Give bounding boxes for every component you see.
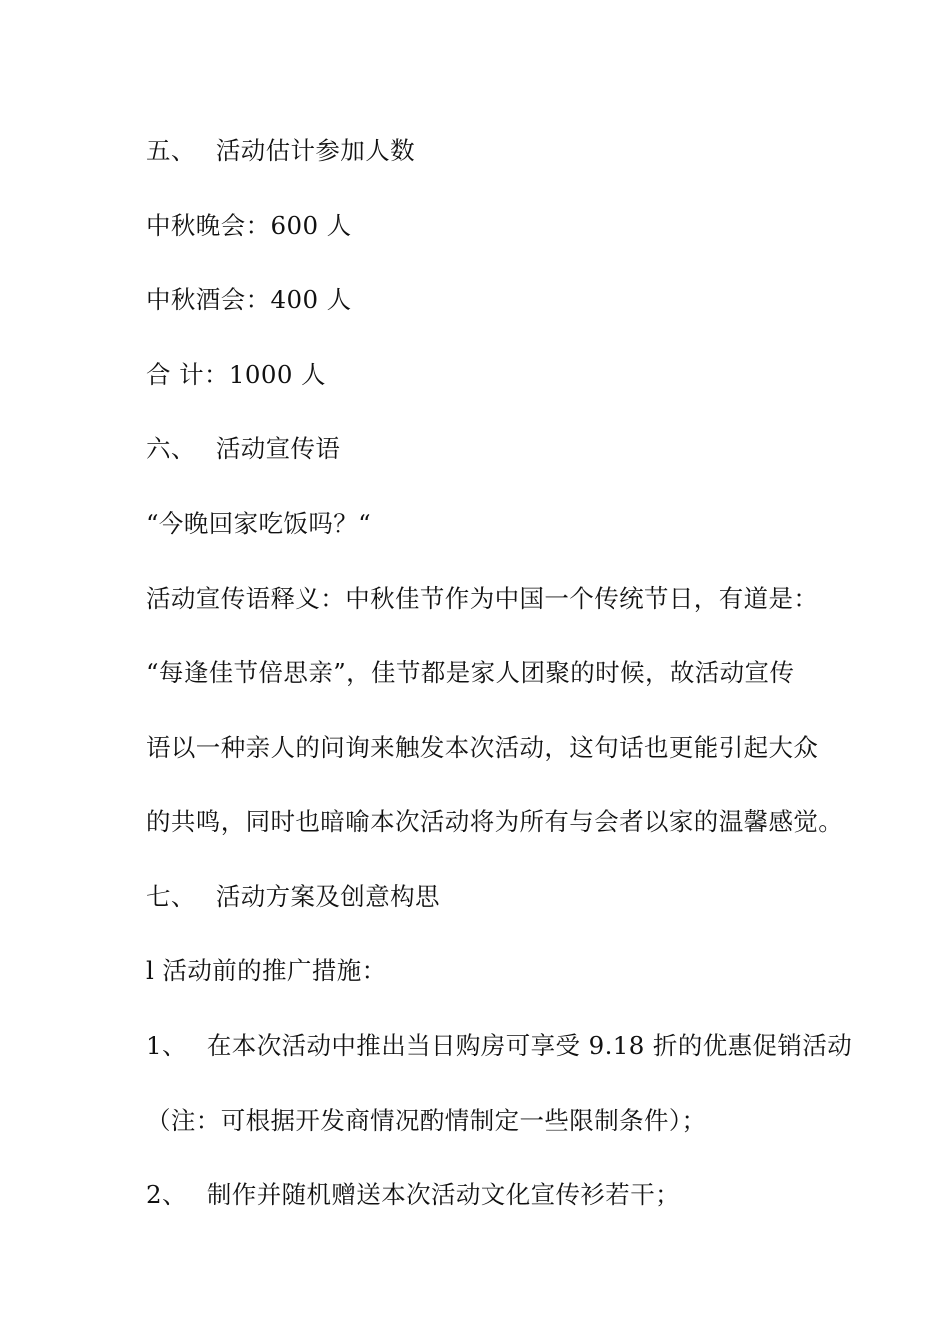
section-heading-5 [146, 136, 415, 166]
body-line: “每逢佳节倍思亲”，佳节都是家人团聚的时候，故活动宣传 [146, 658, 795, 687]
list-number: 1、 [146, 1031, 187, 1060]
section-number: 六、 [146, 434, 196, 463]
section-heading-6 [146, 434, 340, 464]
body-line: （注：可根据开发商情况酌情制定一些限制条件）； [146, 1106, 707, 1135]
list-item-2 [146, 1180, 680, 1210]
section-heading-7 [146, 882, 440, 912]
body-line: 中秋酒会：400 人 [146, 285, 352, 314]
list-item-1 [146, 1031, 852, 1061]
list-number: 2、 [146, 1180, 187, 1209]
body-line: 合 计：1000 人 [146, 360, 326, 389]
list-text: 在本次活动中推出当日购房可享受 9.18 折的优惠促销活动 [206, 1031, 853, 1060]
subheading-line: l 活动前的推广措施： [146, 956, 387, 985]
section-number: 七、 [146, 882, 196, 911]
body-line: 活动宣传语释义：中秋佳节作为中国一个传统节日，有道是： [146, 584, 819, 613]
section-title: 活动估计参加人数 [215, 136, 416, 165]
section-title: 活动宣传语 [215, 434, 341, 463]
body-line: 语以一种亲人的问询来触发本次活动，这句话也更能引起大众 [146, 733, 819, 762]
list-text: 制作并随机赠送本次活动文化宣传衫若干； [206, 1180, 680, 1209]
slogan-line: “今晚回家吃饭吗？“ [146, 509, 372, 538]
section-title: 活动方案及创意构思 [215, 882, 440, 911]
body-line: 的共鸣，同时也暗喻本次活动将为所有与会者以家的温馨感觉。 [146, 807, 844, 836]
section-number: 五、 [146, 136, 196, 165]
body-line: 中秋晚会：600 人 [146, 211, 352, 240]
